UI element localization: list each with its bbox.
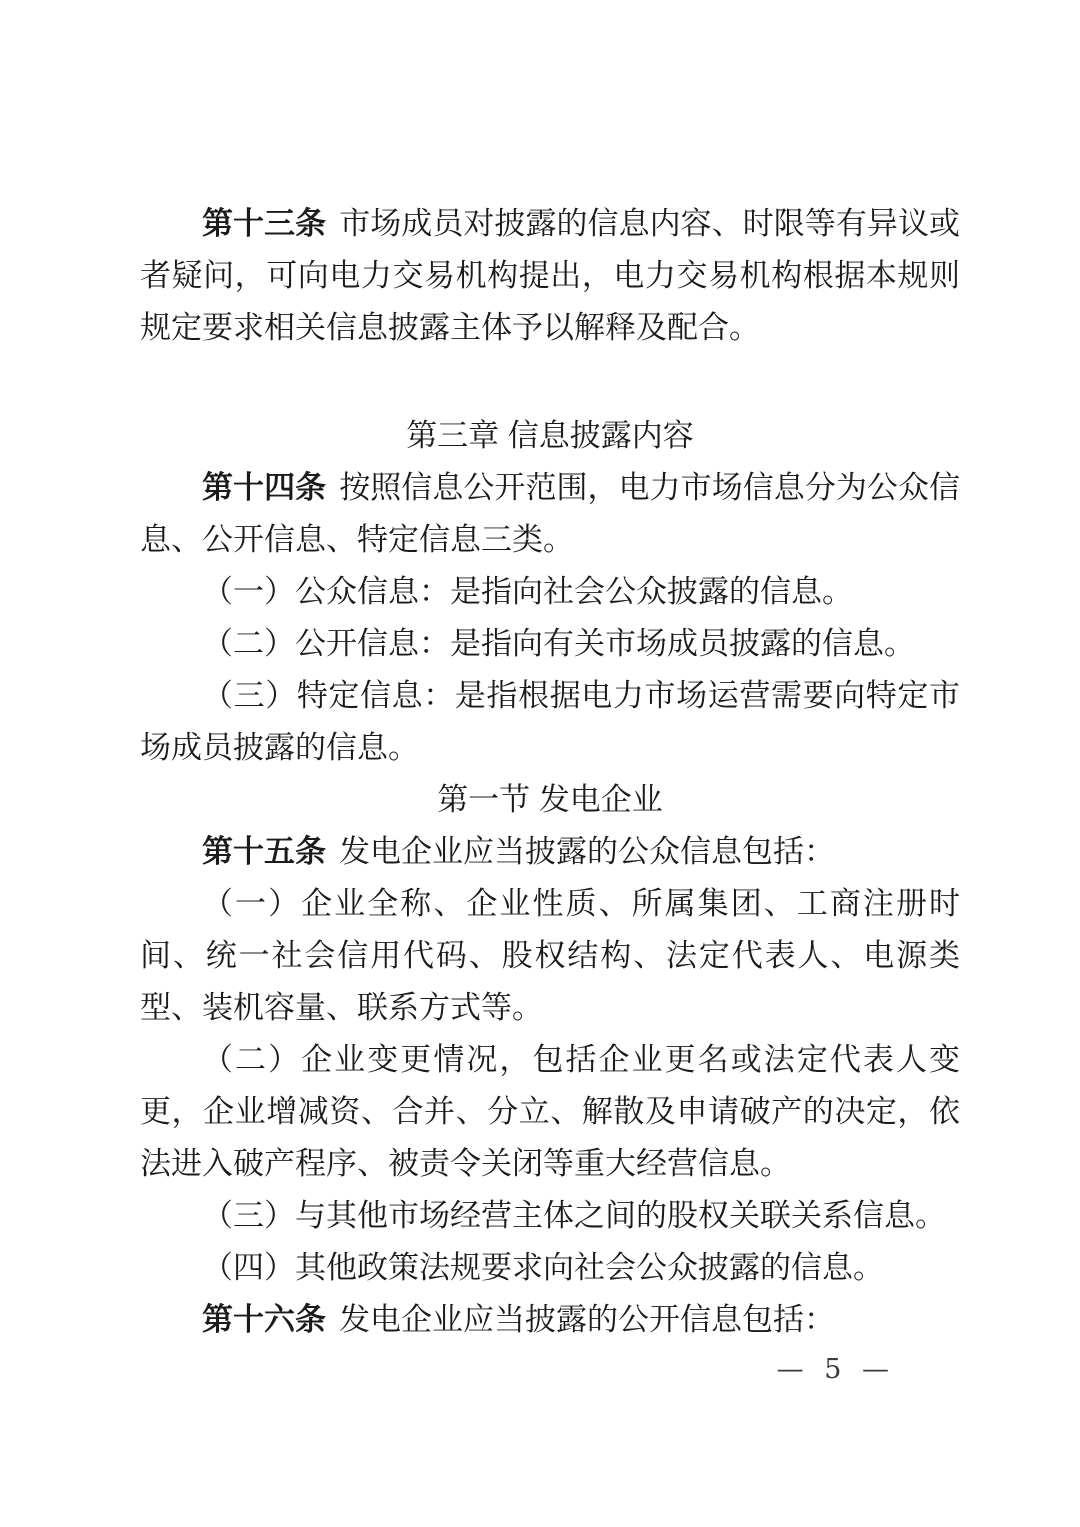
paragraph-article-13 xyxy=(140,198,960,354)
article-13-label: 第十三条 xyxy=(202,206,327,241)
article-15-label: 第十五条 xyxy=(202,834,326,869)
chapter-3-heading: 第三章 信息披露内容 xyxy=(406,418,694,453)
article-15-item-2: （二）企业变更情况，包括企业更名或法定代表人变更，企业增减资、合并、分立、解散及申请破产的决定，依法进入破产程序、被责令关闭等重大经营信息。 xyxy=(140,1042,960,1181)
page-number: — 5 — xyxy=(776,1354,890,1385)
paragraph-article-14 xyxy=(140,462,960,566)
article-14-item-2: （二）公开信息：是指向有关市场成员披露的信息。 xyxy=(202,626,915,661)
paragraph-article-16 xyxy=(140,1294,960,1346)
article-13-text: 市场成员对披露的信息内容、时限等有异议或者疑问，可向电力交易机构提出，电力交易机构根据本规则规定要求相关信息披露主体予以解释及配合。 xyxy=(140,206,960,345)
article-14-text: 按照信息公开范围，电力市场信息分为公众信息、公开信息、特定信息三类。 xyxy=(140,470,960,557)
paragraph-article-15 xyxy=(140,826,960,878)
article-15-item-3: （三）与其他市场经营主体之间的股权关联关系信息。 xyxy=(202,1198,946,1233)
article-14-item-3: （三）特定信息：是指根据电力市场运营需要向特定市场成员披露的信息。 xyxy=(140,678,960,765)
article-14-label: 第十四条 xyxy=(202,470,327,505)
article-15-text: 发电企业应当披露的公众信息包括： xyxy=(339,834,836,869)
article-16-label: 第十六条 xyxy=(202,1302,326,1337)
article-14-item-1: （一）公众信息：是指向社会公众披露的信息。 xyxy=(202,574,853,609)
article-16-text: 发电企业应当披露的公开信息包括： xyxy=(339,1302,836,1337)
article-15-item-1: （一）企业全称、企业性质、所属集团、工商注册时间、统一社会信用代码、股权结构、法定代表人、电源类型、装机容量、联系方式等。 xyxy=(140,886,960,1025)
document-body xyxy=(140,198,960,1346)
article-15-item-4: （四）其他政策法规要求向社会公众披露的信息。 xyxy=(202,1250,884,1285)
section-1-heading: 第一节 发电企业 xyxy=(437,782,663,817)
